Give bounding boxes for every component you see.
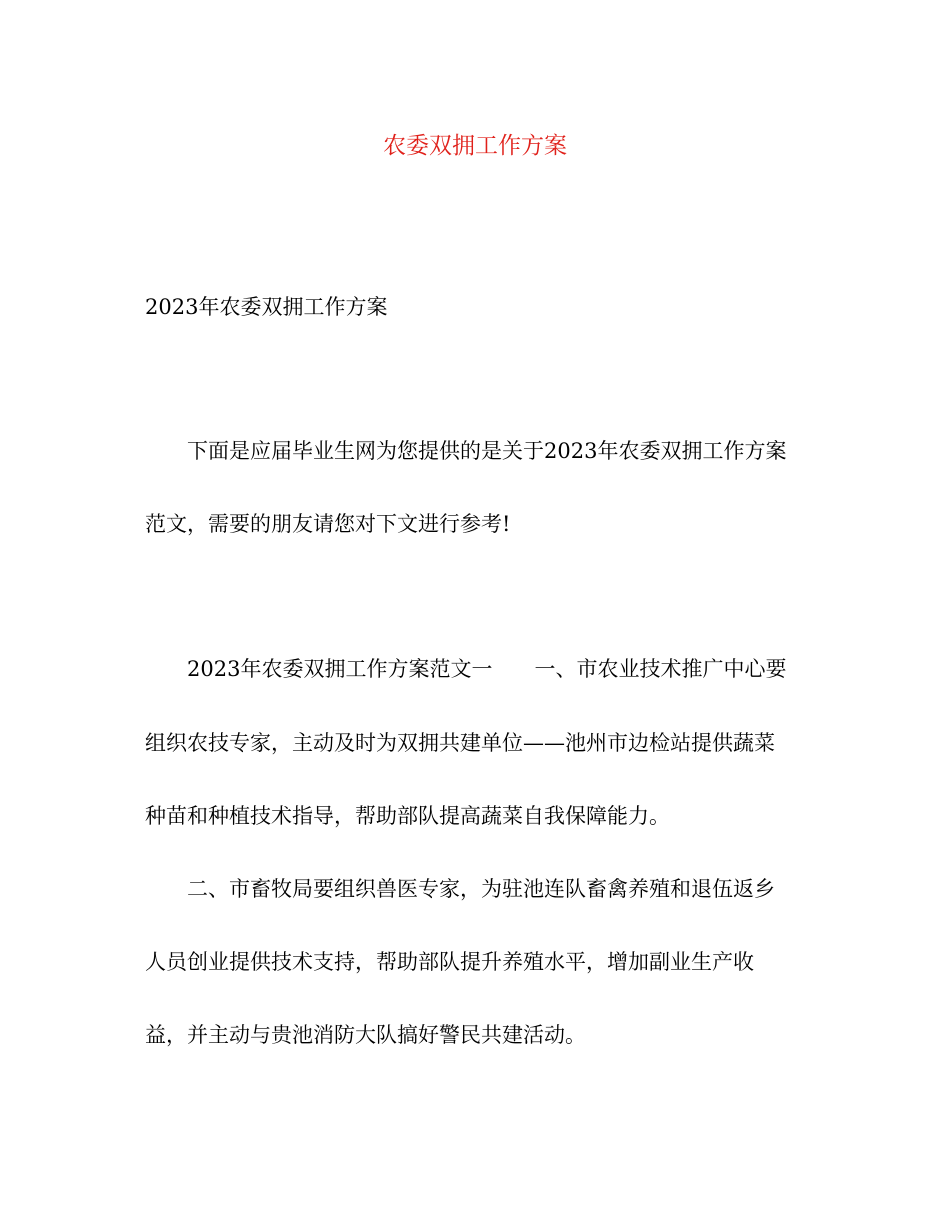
section2-line-2: 人员创业提供技术支持，帮助部队提升养殖水平，增加副业生产收 <box>145 950 754 974</box>
document-title: 农委双拥工作方案 <box>383 133 567 159</box>
intro-line-1: 下面是应届毕业生网为您提供的是关于2023年农委双拥工作方案 <box>187 439 787 463</box>
section1-line-3: 种苗和种植技术指导，帮助部队提高蔬菜自我保障能力。 <box>145 804 670 828</box>
section2-line-3: 益，并主动与贵池消防大队搞好警民共建活动。 <box>145 1023 586 1047</box>
section1-heading: 2023年农委双拥工作方案范文一 <box>187 657 493 681</box>
section1-first-line <box>187 653 786 685</box>
section2-line-1: 二、市畜牧局要组织兽医专家，为驻池连队畜禽养殖和退伍返乡 <box>187 877 775 901</box>
section1-line-2: 组织农技专家，主动及时为双拥共建单位——池州市边检站提供蔬菜 <box>145 731 775 755</box>
section1-line-1: 一、市农业技术推广中心要 <box>534 657 787 681</box>
intro-line-2: 范文，需要的朋友请您对下文进行参考! <box>145 512 511 536</box>
document-subtitle: 2023年农委双拥工作方案 <box>145 295 388 319</box>
